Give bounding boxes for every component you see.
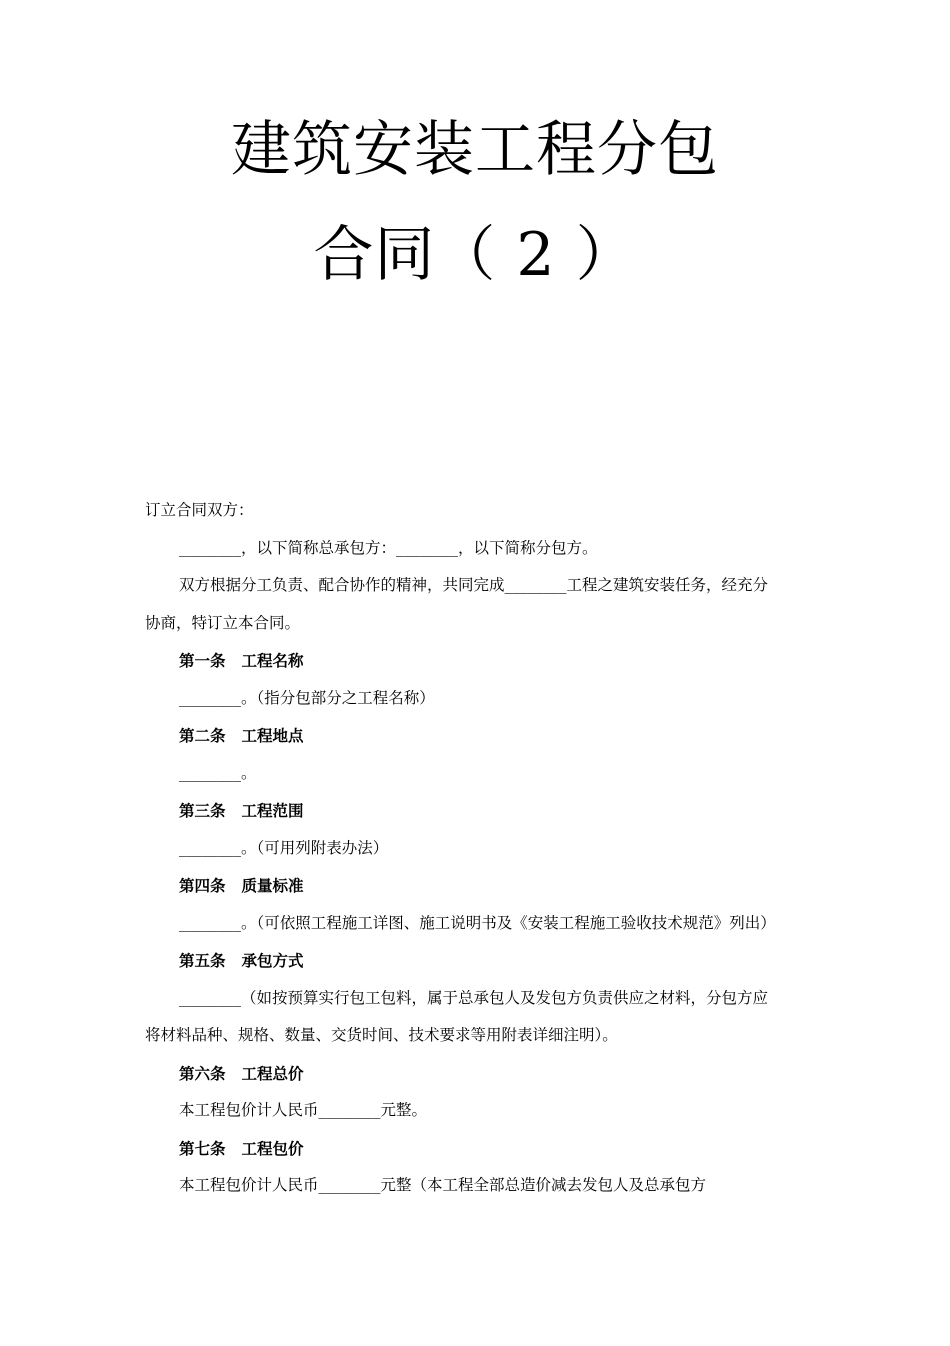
article-heading: [145, 867, 835, 905]
article-number: 第七条: [179, 1138, 226, 1158]
article-heading: [145, 942, 835, 980]
article-number: 第五条: [179, 951, 226, 970]
article-content-continued: 将材料品种、规格、数量、交货时间、技术要求等用附表详细注明）。: [145, 1026, 618, 1044]
article-number: 第三条: [179, 801, 226, 820]
parties-line: ________，以下简称总承包方：________，以下简称分包方。: [179, 538, 598, 557]
intro-label: 订立合同双方：: [145, 501, 254, 519]
article-content: 本工程包价计人民币________元整。: [179, 1101, 428, 1119]
article-number: 第四条: [179, 876, 226, 895]
article-content: ________。（可依照工程施工详图、施工说明书及《安装工程施工验收技术规范》列出）: [179, 913, 776, 932]
article-content: ________。（可用列附表办法）: [179, 838, 389, 857]
article-content: 本工程包价计人民币________元整（本工程全部总造价减去发包人及总承包方: [179, 1176, 707, 1194]
article-heading: [145, 1055, 835, 1093]
article-title: 工程地点: [241, 726, 304, 745]
purpose-line-2: 协商，特订立本合同。: [145, 613, 301, 632]
document-title-line-1: 建筑安装工程分包: [231, 115, 719, 185]
purpose-line-1: 双方根据分工负责、配合协作的精神，共同完成________工程之建筑安装任务，经充分: [179, 576, 769, 594]
article-content: ________（如按预算实行包工包料，属于总承包人及发包方负责供应之材料，分包方应: [179, 988, 769, 1007]
article-number: 第六条: [179, 1063, 226, 1083]
article-title: 工程包价: [241, 1138, 304, 1158]
document-title-line-2: 合同（ 2 ）: [313, 220, 637, 290]
article-number: 第二条: [179, 726, 226, 745]
contract-body: [145, 492, 835, 1205]
article-heading: [145, 792, 835, 830]
article-title: 质量标准: [241, 876, 304, 895]
article-title: 工程范围: [241, 801, 304, 820]
article-heading: [145, 642, 835, 680]
article-number: 第一条: [179, 651, 226, 670]
article-title: 承包方式: [241, 951, 304, 970]
article-title: 工程名称: [241, 651, 304, 670]
article-heading: [145, 1130, 835, 1168]
article-content: ________。: [179, 763, 257, 782]
article-content: ________。（指分包部分之工程名称）: [179, 688, 435, 707]
article-heading: [145, 717, 835, 755]
article-title: 工程总价: [241, 1063, 304, 1083]
